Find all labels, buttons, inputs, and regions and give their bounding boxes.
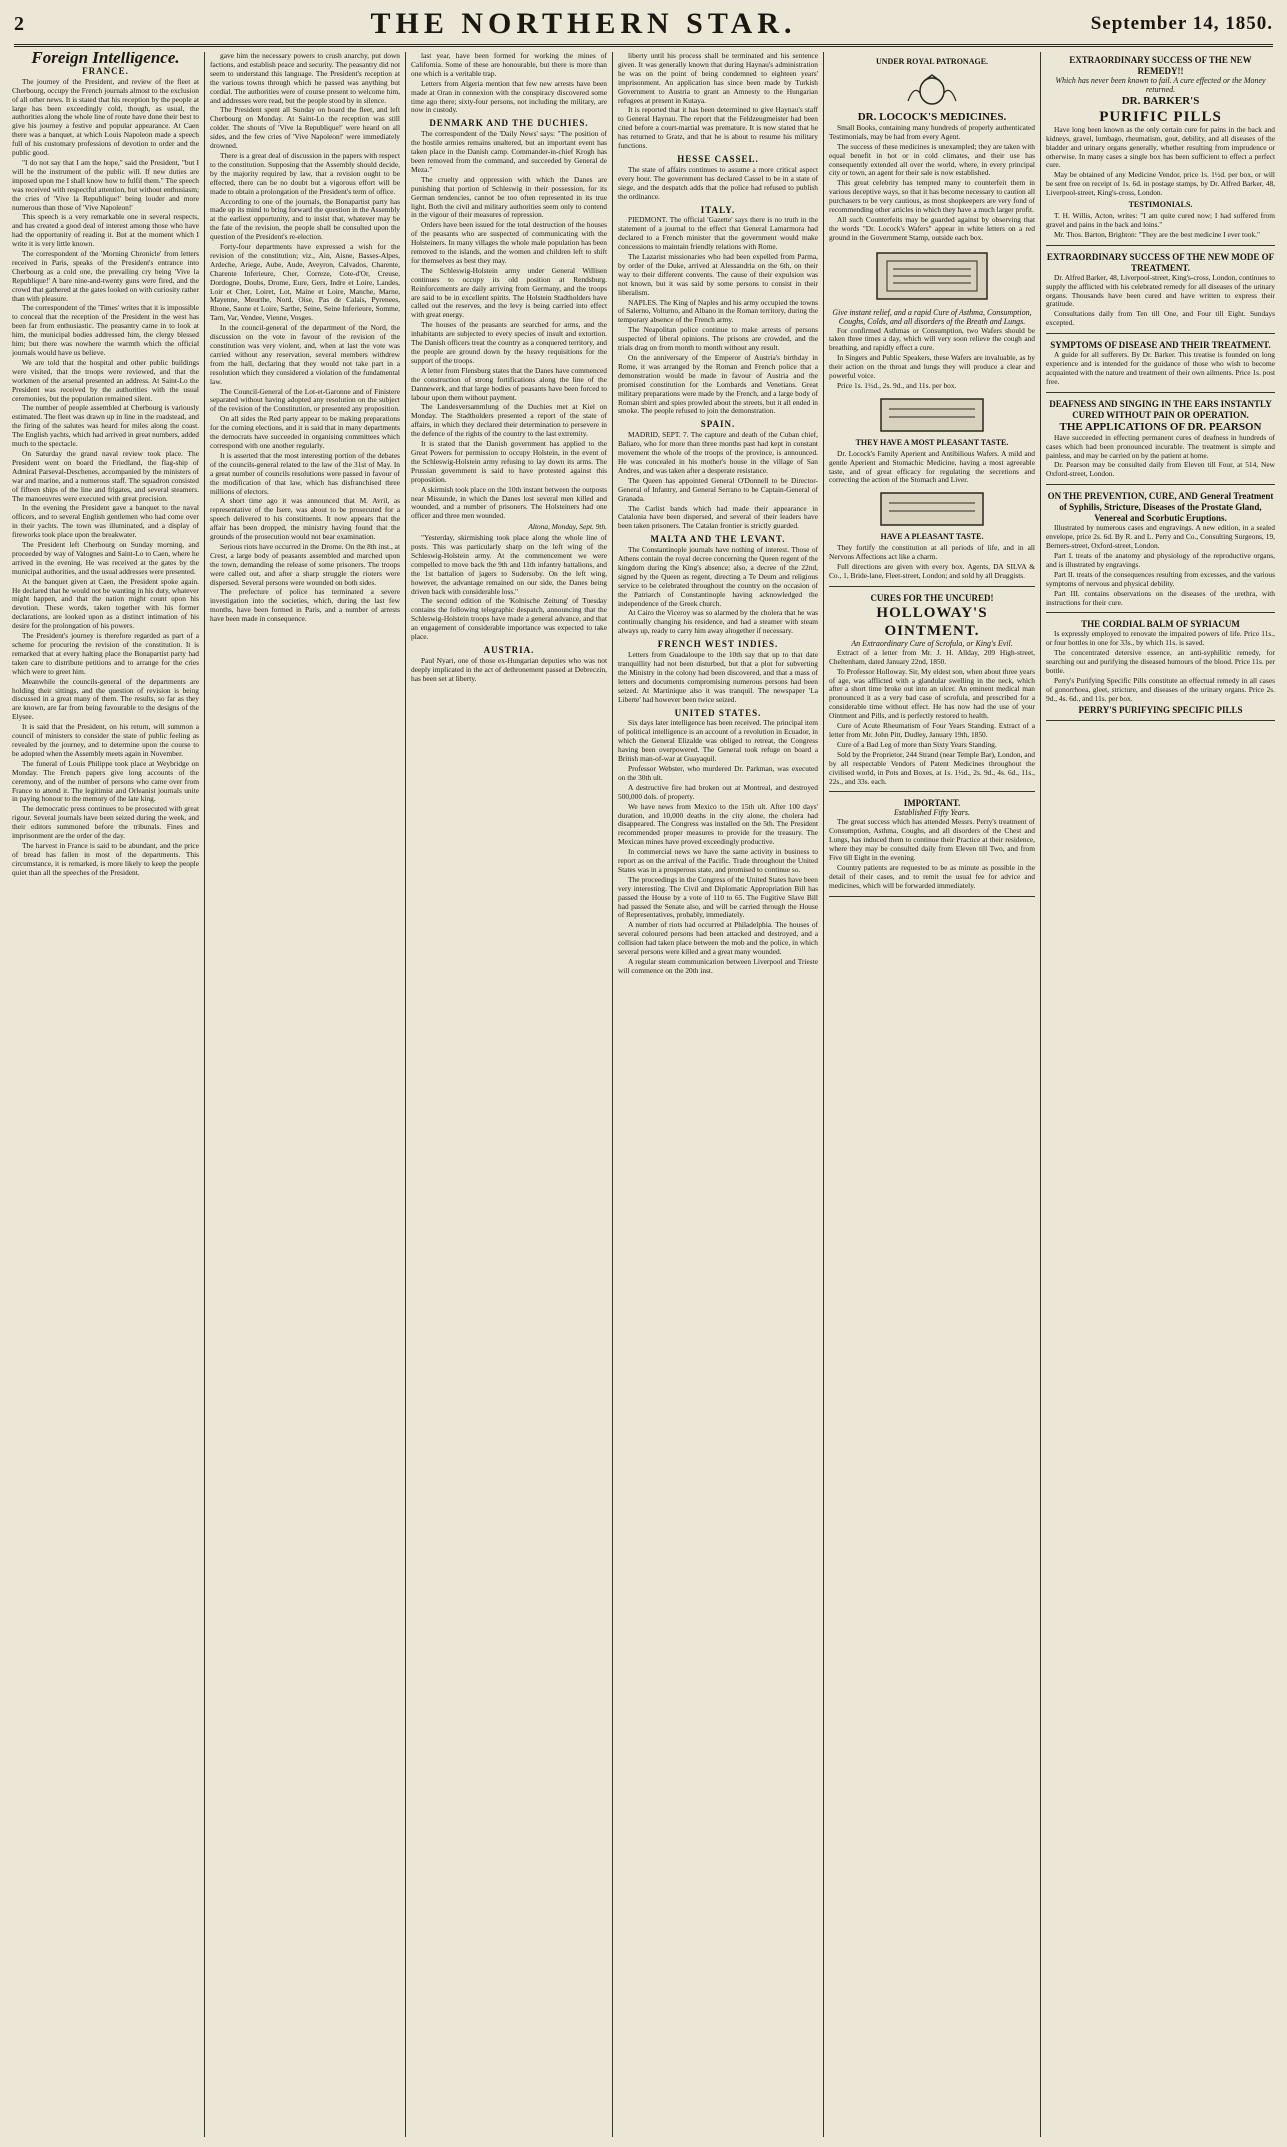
altona-dateline: Altona, Monday, Sept. 9th. [528, 522, 607, 532]
locock-advertisement [829, 52, 1035, 587]
barker-advertisement [1046, 52, 1275, 246]
italy-article [618, 216, 818, 416]
deafness-headline: DEAFNESS AND SINGING IN THE EARS INSTANTLY CURED WITHOUT PAIN OR OPERATION. [1049, 398, 1272, 420]
barker-headline: EXTRAORDINARY SUCCESS OF THE NEW REMEDY!! [1069, 55, 1252, 76]
paragraph: Paul Nyari, one of those ex-Hungarian deputies who was not deeply implicated in the act of dethronement passed at Debreczin, has been set at liberty. [411, 655, 607, 683]
heading-denmark: DENMARK AND THE DUCHIES. [429, 118, 589, 129]
column-6-advertisements [1046, 52, 1275, 2137]
paragraph: The prefecture of police has terminated a severe investigation into the societies, which, during the last few months, have been formed in Paris, and a number of arrests have been made in consequence. [210, 587, 400, 624]
paragraph: A regular steam communication between Liverpool and Trieste will commence on the 20th inst. [618, 957, 818, 975]
paragraph: Dr. Alfred Barker, 48, Liverpool-street, King's-cross, London, continues to supply the afflicted with his celebrated remedy for all diseases of the urinary organs. Thousands have been cured and have written to express their gratitude. [1046, 272, 1275, 309]
page-number: 2 [14, 12, 24, 35]
paragraph: The number of people assembled at Cherbourg is variously estimated. The fleet was drawn up in line in the roadstead, and the firing of the salutes was heard for miles along the coast. The English yachts, which had arrived in great numbers, added much to the spectacle. [12, 403, 199, 449]
column-divider [1040, 52, 1041, 2137]
paragraph: On all sides the Red party appear to be making preparations for the coming elections, and it is said that in many departments the democrats have succeeded in organising committees which correspond with one another regularly. [210, 414, 400, 450]
paragraph: T. H. Willis, Acton, writes: "I am quite cured now; I had suffered from gravel and pains in the back and loins." [1046, 210, 1275, 229]
paragraph: A skirmish took place on the 10th instant between the outposts near Missunde, in which the Danes lost several men killed and wounded, and a number of prisoners. The Holsteiners had one officer and three men wounded. [411, 484, 607, 521]
paragraph: The houses of the peasants are searched for arms, and the inhabitants are subjected to every species of insult and extortion. The Danish officers treat the country as a conquered territory, and the people are ground down by the heavy requisitions for the support of the troops. [411, 320, 607, 365]
paragraph: At Cairo the Viceroy was so alarmed by the cholera that he was continually changing his residence, and had a steamer with steam always up, ready to carry him away altogether if necessary. [618, 608, 818, 636]
paragraph: The President spent all Sunday on board the fleet, and left Cherbourg on Monday. At Saint-Lo the reception was still colder. The shouts of 'Vive la Republique!' were heard on all sides, and the few cries of 'Vive Napoleon!' were immediately drowned. [210, 105, 400, 151]
column-divider [405, 52, 406, 2137]
newspaper-title: THE NORTHERN STAR. [370, 7, 797, 40]
paragraph: Illustrated by numerous cases and engravings. A new edition, in a sealed envelope, price 2s. 6d. By R. and L. Perry and Co., Consulting Surgeons, 19, Berners-street, Oxford-street, London. [1046, 523, 1275, 551]
barker-text [1046, 126, 1275, 198]
paragraph: Dr. Locock's Family Aperient and Antibilious Wafers. A mild and gentle Aperient and Stomachic Medicine, having a most agreeable taste, and of great efficacy for regulating the secretions and correcting the action of the Stomach and Liver. [829, 448, 1035, 485]
locock-text-3 [829, 450, 1035, 486]
paragraph: All such Counterfeits may be guarded against by observing that the words "Dr. Locock's Wafers" appear in white letters on a red ground in the Government Stamp, outside each box. [829, 214, 1035, 242]
paragraph: Country patients are requested to be as minute as possible in the detail of their cases, and to remit the usual fee for advice and medicines, which will be forwarded immediately. [829, 862, 1035, 890]
holloway-text [829, 649, 1035, 787]
paragraph: Serious riots have occurred in the Drome. On the 8th inst., at Crest, a large body of peasants assembled and marched upon the town, demanding the release of some prisoners. The troops were called out, and after a sharp struggle the rioters were dispersed. Several persons were wounded on both sides. [210, 541, 400, 587]
established-label: Established Fifty Years. [894, 808, 970, 818]
paragraph: A destructive fire had broken out at Montreal, and destroyed 500,000 dols. of property. [618, 782, 818, 801]
column-4 [618, 52, 818, 2137]
paragraph: The correspondent of the 'Daily News' says: "The position of the hostile armies remains unaltered, but an important event has taken place in the Danish camp. Commander-in-chief Krogh has been removed from the command, and succeeded by General de Meza." [411, 129, 607, 174]
heading-hesse-cassel: HESSE CASSEL. [677, 153, 759, 164]
paragraph: The Council-General of the Lot-et-Garonne and of Finistere separated without having adopted any resolution on the subject of the revision of the Constitution, or presented any proposition. [210, 386, 400, 414]
paragraph: Six days later intelligence has been received. The principal item of political intelligence is an account of a revolution in Ecuador, in which the General Elizalde was obliged to retreat, the Congress having been overpowered. The General took refuge on board a British man-of-war at Guayaquil. [618, 718, 818, 764]
paragraph: The journey of the President, and review of the fleet at Cherbourg, occupy the French journals almost to the exclusion of all other news. It is stated that his reception by the people at large has been exceedingly cold, though, as usual, the authorities along the whole line of route have done their best to give his journey a festive and popular appearance. At Caen there was a banquet, at which Louis Napoleon made a speech full of his customary professions of devotion to order and the public good. [12, 76, 199, 158]
paragraph: Cure of a Bad Leg of more than Sixty Years Standing. [837, 739, 997, 749]
paragraph: Price 1s. 1½d., 2s. 9d., and 11s. per box. [837, 380, 957, 390]
section-title-foreign-intelligence: Foreign Intelligence. [31, 52, 180, 67]
paragraph: To Professor Holloway. Sir, My eldest son, when about three years of age, was afflicted with a glandular swelling in the neck, which after a short time broke out into an ulcer. An eminent medical man pronounced it as a very bad case of scrofula, and prescribed for a considerable time without effect. He has now had the use of your Ointment and Pills, and is perfectly restored to health. [829, 666, 1035, 721]
united-states-article [618, 719, 818, 975]
column-3 [411, 52, 607, 2137]
paragraph: Is expressly employed to renovate the impaired powers of life. Price 11s., or four bottles in one for 33s., by which 11s. is saved. [1046, 629, 1275, 648]
paragraph: Letters from Algeria mention that few new arrests have been made at Oran in connexion with the conspiracy discovered some time ago there; sixty-four persons, not including the military, are now in custody. [411, 78, 607, 115]
paragraph: The second edition of the 'Kolnische Zeitung' of Tuesday contains the following telegraphic despatch, announcing that the Schleswig-Holstein troops have made a general advance, and that an engagement of considerable importance was expected to take place. [411, 596, 607, 642]
deafness-text [1046, 434, 1275, 480]
paragraph: The Landesversammlung of the Duchies met at Kiel on Monday. The Stadtholders presented a report of the state of affairs, in which they declared their determination to persevere in the defence of the rights of the country to the last extremity. [411, 402, 607, 439]
paragraph: Meanwhile the councils-general of the departments are holding their sittings, and the question of revision is being discussed in a great many of them. The results, so far as they are known, are far from being favourable to the designs of the Elysee. [12, 676, 199, 722]
paragraph: PIEDMONT. The official 'Gazette' says there is no truth in the statement of a journal to the effect that General Lamarmora had declared to a French minister that the government would make concessions to maintain friendly relations with Rome. [618, 215, 818, 252]
perry-pills-headline: PERRY'S PURIFYING SPECIFIC PILLS [1078, 704, 1243, 715]
paragraph: last year, have been formed for working the mines of California. Some of these are honourable, but there is more than one which is a veritable trap. [411, 52, 607, 78]
paragraph: Part II. treats of the consequences resulting from excesses, and the various symptoms of nervous and physical debility. [1046, 569, 1275, 588]
barker-name: DR. BARKER'S [1121, 94, 1200, 107]
paragraph: A letter from Flensburg states that the Danes have commenced the construction of strong fortifications along the line of the Dannewerk, and that large bodies of peasants have been forced to labour upon them without payment. [411, 365, 607, 402]
paragraph: The great success which has attended Messrs. Perry's treatment of Consumption, Asthma, Coughs, and all disorders of the Chest and Lungs, has induced them to continue their Practice at their residence, where they may be consulted daily from Eleven till Two, and from Five till Eight in the evening. [829, 817, 1035, 862]
paragraph: "I do not say that I am the hope," said the President, "but I will be the instrument of the public will. If new duties are imposed upon me I shall know how to fulfil them." The speech was received with respectful attention, but without enthusiasm; the cries of 'Vive la Republique!' being louder and more numerous than those of 'Vive Napoleon!' [12, 157, 199, 212]
paragraph: On Saturday the grand naval review took place. The President went on board the Friedland, the flag-ship of Admiral Parseval-Deschenes, accompanied by the ministers of war and marine, and a numerous staff. The squadron consisted of fifteen ships of the line and frigates, and several steamers. The manoeuvres were executed with great precision. [12, 448, 199, 503]
barker-treatment-text [1046, 274, 1275, 328]
paragraph: The Constantinople journals have nothing of interest. Those of Athens contain the royal decree concerning the Queen regent of the kingdom during the King's absence; also, a decree of the 22nd, signed by the Queen as regent, directing a Te Deum and religious service to be celebrated throughout the country on the occasion of the Patriarch of Constantinople having acknowledged the independence of the Greek church. [618, 545, 818, 608]
france-article-continued [210, 52, 400, 624]
paragraph: The concentrated detersive essence, an anti-syphilitic remedy, for searching out and purifying the diseased humours of the blood. Price 11s. per bottle. [1046, 648, 1275, 676]
paragraph: We have news from Mexico to the 15th ult. After 100 days' duration, and 10,000 deaths in the city alone, the cholera had disappeared. The Congress was installed on the 5th. The President recommended proper measures to provide for the treasury. The Mexican mines have proved exceedingly productive. [618, 801, 818, 847]
column-2 [210, 52, 400, 2137]
paragraph: A guide for all sufferers. By Dr. Barker. This treatise is founded on long experience and is intended for the guidance of those who wish to become acquainted with the nature and treatment of their own ailments. Price 1s. post free. [1046, 350, 1275, 386]
wafer-box-illustration-icon [867, 395, 997, 435]
paragraph: Part I. treats of the anatomy and physiology of the reproductive organs, and is illustrated by engravings. [1046, 551, 1275, 569]
paragraph: Have long been known as the only certain cure for pains in the back and kidneys, gravel, lumbago, rheumatism, gout, debility, and all diseases of the bladder and urinary organs generally, whether resulting from imprudence or otherwise. In many cases a single box has been sufficient to effect a perfect cure. [1046, 124, 1275, 170]
austria-article-continued [618, 52, 818, 151]
prevention-headline: ON THE PREVENTION, CURE, AND General Treatment of Syphilis, Stricture, Diseases of the Prostate Gland, Venereal and Scorbutic Eruptions. [1047, 491, 1274, 524]
masthead [14, 4, 1273, 47]
paragraph: The harvest in France is said to be abundant, and the price of bread has fallen in most of the departments. This circumstance, it is remarked, is more likely to keep the people quiet than all the speeches of the President. [12, 840, 199, 877]
barker-treatment-advertisement [1046, 249, 1275, 334]
paragraph: The Neapolitan police continue to make arrests of persons suspected of liberal opinions. The prisons are crowded, and the trials drag on from month to month without any result. [618, 325, 818, 353]
locock-caption-1: Give instant relief, and a rapid Cure of Asthma, Consumption, Coughs, Colds, and all disorders of the Breath and Lungs. [832, 307, 1032, 326]
holloway-name: HOLLOWAY'S OINTMENT. [876, 604, 988, 639]
paragraph: It is stated that the Danish government has applied to the Great Powers for permission to occupy Holstein, in the event of the Schleswig-Holstein army refusing to lay down its arms. The Prussian government is said to have protested against this proposition. [411, 439, 607, 484]
altona-letter [411, 534, 607, 642]
paragraph: Consultations daily from Ten till One, and Four till Eight. Sundays excepted. [1046, 309, 1275, 328]
royal-arms-icon [902, 71, 962, 107]
paragraph: The Carlist bands which had made their appearance in Catalonia have been dispersed, and several of their leaders have been taken prisoners. The Catalan frontier is strictly guarded. [618, 503, 818, 531]
locock-text-2 [829, 327, 1035, 391]
heading-italy: ITALY. [700, 204, 736, 215]
paragraph: Orders have been issued for the total destruction of the houses of the peasants who are suspected of communicating with the Holsteiners. In many villages the whole male population has been removed to the islands, and the women and children left to shift for themselves as best they may. [411, 220, 607, 265]
locock-caption-3: HAVE A PLEASANT TASTE. [880, 532, 984, 542]
paragraph: Forty-four departments have expressed a wish for the revision of the constitution; viz., Ain, Aisne, Basses-Alpes, Ardeche, Ariege, Aube, Aude, Aveyron, Calvados, Charente, Charente Inferieure, Cher, Correze, Cote-d'Or, Creuse, Dordogne, Doubs, Drome, Eure, Gers, Indre et Loire, Landes, Loir et Cher, Loiret, Lot, Maine et Loire, Manche, Marne, Mayenne, Meurthe, Nord, Oise, Pas de Calais, Pyrenees, Rhone, Saone et Loire, Sarthe, Seine, Seine Inferieure, Somme, Tarn, Var, Vendee, Vienne, Vosges. [210, 242, 400, 323]
royal-patronage-label: UNDER ROYAL PATRONAGE. [875, 57, 989, 66]
paragraph: We are told that the hospital and other public buildings were visited, that the troops were reviewed, and that the workmen of the arsenal presented an address. At Saint-Lo the President was received by the authorities with the usual ceremonies, but the population remained silent. [12, 357, 199, 403]
heading-spain: SPAIN. [700, 419, 736, 430]
symptoms-text [1046, 351, 1275, 387]
cordial-balm-headline: THE CORDIAL BALM OF SYRIACUM [1081, 619, 1240, 630]
paragraph: The Queen has appointed General O'Donnell to be Director-General of Infantry, and General Serrano to be Captain-General of Granada. [618, 475, 818, 503]
holloway-headline: CURES FOR THE UNCURED! [870, 592, 994, 603]
paragraph: Perry's Purifying Specific Pills constitute an effectual remedy in all cases of gonorrhoea, gleet, stricture, and diseases of the urinary organs. Price 2s. 9d., 4s. 6d., and 11s. per box. [1046, 675, 1275, 703]
perry-text [829, 818, 1035, 890]
paragraph: In Singers and Public Speakers, these Wafers are invaluable, as by their action on the throat and lungs they will produce a clear and powerful voice. [829, 353, 1035, 381]
barker-title: PURIFIC PILLS [1099, 108, 1222, 125]
paragraph: The correspondent of the 'Morning Chronicle' from letters received in Paris, speaks of the President's entrance into Cherbourg as a cold one, the prevailing cry being 'Vive la Republique!' A bare nine-and-twenty guns were fired, and the crowd that gathered at the gates looked on with curiosity rather than with pleasure. [12, 249, 199, 303]
paragraph: The President's journey is therefore regarded as part of a scheme for procuring the revision of the constitution. It is remarked that at every halting place the Bonapartist party had taken care to distribute petitions and to arrange for the cries which were to greet him. [12, 631, 199, 676]
paragraph: There is a great deal of discussion in the papers with respect to the constitution. Supposing that the Assembly should decide, by the majority required by law, that a revision ought to be effected, there can be no doubt but a vigorous effort will be made to obtain a prolongation of the President's term of office. [210, 150, 400, 196]
cordial-balm-advertisement [1046, 616, 1275, 720]
symptoms-advertisement [1046, 337, 1275, 393]
issue-date: September 14, 1850. [1090, 13, 1273, 34]
paragraph: The success of these medicines is unexampled; they are taken with equal benefit in hot or in cold climates, and their use has consequently extended all over the world, where, in every principal city or town, an agent for their sale is now established. [829, 141, 1035, 178]
paragraph: It is reported that it has been determined to give Haynau's staff to General Haynau. The report that the Feldzeugmeister had been cited before a court-martial was premature. It is now stated that he has returned to Gratz, and that he is about to resume his military functions. [618, 105, 818, 151]
west-indies-article [618, 651, 818, 704]
barker-subhead: Which has never been known to fail. A cure effected or the Money returned. [1055, 76, 1266, 94]
paragraph: Part III. contains observations on the diseases of the urethra, with instructions for their cure. [1046, 588, 1275, 607]
paragraph: It is said that the President, on his return, will summon a council of ministers to consider the state of public feeling as revealed by the journey, and to determine upon the course to be adopted when the Assembly meets again in November. [12, 722, 199, 758]
prevention-text [1046, 524, 1275, 607]
paragraph: The Lazarist missionaries who had been expelled from Parma, by order of the Duke, arrived at Alessandria on the 6th, on their way to their different convents. The cause of their expulsion was not known, but it was said by some persons to consist in their liberalism. [618, 252, 818, 297]
paragraph: The proceedings in the Congress of the United States have been very interesting. The Civil and Diplomatic Appropriation Bill has passed the House by a vote of 110 to 65. The Fugitive Slave Bill had passed the Senate also, and will be carried through the House of Representatives, probably, immediately. [618, 874, 818, 920]
paragraph: Extract of a letter from Mr. J. H. Allday, 209 High-street, Cheltenham, dated January 22nd, 1850. [829, 647, 1035, 666]
locock-title: DR. LOCOCK'S MEDICINES. [857, 110, 1007, 123]
paragraph: In commercial news we have the same activity in business to report as on the arrival of the Pacific. Trade throughout the United States was in a prosperous state, and promised to continue so. [618, 847, 818, 874]
paragraph: The democratic press continues to be prosecuted with great rigour. Several journals have been seized during the week, and their editors summoned before the tribunals. Fines and imprisonment are the order of the day. [12, 804, 199, 841]
locock-text [829, 124, 1035, 243]
paragraph: The Schleswig-Holstein army under General Willisen continues to occupy its old position at Rendsburg. Reinforcements are daily arriving from Germany, and the troops are said to be in excellent spirits. The Holstein Stadtholders have called out the reserves, and the levy is being carried into effect with great energy. [411, 265, 607, 320]
california-article [411, 52, 607, 115]
paragraph: NAPLES. The King of Naples and his army occupied the towns of Salerno, Volturno, and Albano in the Roman territory, during the temporary absence of the French army. [618, 297, 818, 325]
paragraph: The correspondent of the 'Times' writes that it is impossible to conceal that the reception of the President in the west has been far from enthusiastic. The peasantry came in to look at him, the municipal bodies addressed him, the clergy blessed him; but there was nowhere the warmth which the official journals would have us believe. [12, 303, 199, 357]
heading-french-west-indies: FRENCH WEST INDIES. [657, 639, 779, 650]
pearson-title: THE APPLICATIONS OF DR. PEARSON [1059, 420, 1262, 433]
austria-article [411, 657, 607, 684]
locock-text-4 [829, 544, 1035, 581]
paragraph: This great celebrity has tempted many to counterfeit them in various deceptive ways, so that it has become necessary to caution all purchasers to be very cautious, as most shopkeepers are very fond of recommending other articles in which they have a much larger profit. [829, 178, 1035, 215]
paragraph: Full directions are given with every box. Agents, DA SILVA & Co., 1, Bride-lane, Fleet-street, London; and sold by all Druggists. [829, 562, 1035, 580]
spain-article [618, 431, 818, 531]
denmark-article [411, 130, 607, 521]
heading-austria: AUSTRIA. [483, 645, 535, 655]
paragraph: Sold by the Proprietor, 244 Strand (near Temple Bar), London, and by all respectable Vendors of Patent Medicines throughout the civilised world, in Pots and Boxes, at 1s. 1½d., 2s. 9d., 4s. 6d., 11s., 22s., and 33s. each. [829, 749, 1035, 786]
paragraph: The President left Cherbourg on Sunday morning, and proceeded by way of Valognes and Saint-Lo to Caen, where he arrived in the evening. He was received at the gates by the municipal authorities, and the usual addresses were presented. [12, 540, 199, 576]
medicine-box-illustration-icon [867, 247, 997, 305]
paragraph: They fortify the constitution at all periods of life, and in all Nervous Affections act like a charm. [829, 543, 1035, 562]
paragraph: It is asserted that the most interesting portion of the debates of the councils-general related to the law of the 31st of May. In a great number of councils resolutions were passed in favour of the modification of that law, which has disfranchised three millions of electors. [210, 450, 400, 496]
paragraph: A short time ago it was announced that M. Avril, as representative of the Isere, was about to be prosecuted for a speech delivered to his constituents. It now appears that the affair has been dropped, the ministry having found that the grounds of the prosecution would not bear examination. [210, 496, 400, 542]
column-1 [12, 52, 199, 2137]
perry-important-advertisement [829, 795, 1035, 896]
paragraph: liberty until his process shall be terminated and his sentence given. It was generally known that during Haynau's administration he was on the point of being condemned to eighteen years' imprisonment. An application has since been made by Turkish Government to Austria to grant an Amnesty to the Hungarian refugees at present in Kutaya. [618, 52, 818, 105]
france-article [12, 78, 199, 878]
paragraph: Mr. Thos. Barton, Brighton: "They are the best medicine I ever took." [1054, 229, 1261, 239]
malta-article [618, 546, 818, 636]
paragraph: Dr. Pearson may be consulted daily from Eleven till Four, at 514, New Oxford-street, London. [1046, 460, 1275, 479]
paragraph: Letters from Guadaloupe to the 10th say that up to that date tranquillity had not been disturbed, but that a plot for subverting the Ministry in the colony had been discovered, and that a mass of letters and documents compromising numerous persons had been seized. At Martinique also it was tranquil. The newspaper 'La Liberte' had however been twice seized. [618, 650, 818, 704]
paragraph: Small Books, containing many hundreds of properly authenticated Testimonials, may be had from every Agent. [829, 122, 1035, 141]
aperient-box-illustration-icon [867, 489, 997, 529]
paragraph: The cruelty and oppression with which the Danes are punishing that portion of Schleswig in their possession, for its German tendencies, cannot be too often represented in its true light. Both the civil and military authorities seem only to contend in the vigour of their measures of repression. [411, 174, 607, 220]
prevention-advertisement [1046, 488, 1275, 613]
paragraph: The state of affairs continues to assume a more critical aspect every hour. The government has declared Cassel to be in a state of siege, and the despatch adds that the police had refused to publish the ordinance. [618, 164, 818, 201]
holloway-advertisement [829, 590, 1035, 793]
paragraph: Professor Webster, who murdered Dr. Parkman, was executed on the 30th ult. [618, 763, 818, 782]
barker-treatment-headline: EXTRAORDINARY SUCCESS OF THE NEW MODE OF TREATMENT. [1046, 251, 1275, 273]
heading-france: FRANCE. [82, 65, 129, 76]
paragraph: gave him the necessary powers to crush anarchy, put down factions, and establish peace and security. The peasantry did not seem to understand this language. The President's reception at the various towns through which he passed was anything but cordial. The authorities were of course present to welcome him, and addresses were read, but the people stood by in silence. [210, 52, 400, 105]
paragraph: A number of riots had occurred at Philadelphia. The houses of several coloured persons had been attacked and destroyed, and a collision had taken place between the mob and the police, in which several persons were killed and a great many wounded. [618, 920, 818, 957]
testimonials-label: TESTIMONIALS. [1128, 200, 1193, 210]
holloway-subhead: An Extraordinary Cure of Scrofula, or King's Evil. [851, 638, 1013, 648]
locock-caption-2: THEY HAVE A MOST PLEASANT TASTE. [855, 437, 1009, 447]
hesse-article [618, 166, 818, 202]
cordial-balm-text [1046, 630, 1275, 703]
important-label: IMPORTANT. [903, 798, 961, 809]
paragraph: At the banquet given at Caen, the President spoke again. He declared that he would not be wanting in his duty, whatever might happen, and that the nation might count upon his devotion. These words, taken together with his former declarations, are looked upon as a distinct intimation of his desire for the prolongation of his powers. [12, 576, 199, 631]
column-divider [823, 52, 824, 2137]
paragraph: The funeral of Louis Philippe took place at Weybridge on Monday. The French papers give long accounts of the ceremony, and of the number of persons who came over from France to attend it. The legitimist and Orleanist journals unite in paying honour to the memory of the late king. [12, 758, 199, 804]
column-divider [612, 52, 613, 2137]
column-5-advertisements [829, 52, 1035, 2137]
deafness-advertisement [1046, 396, 1275, 486]
heading-malta: MALTA AND THE LEVANT. [650, 534, 786, 545]
barker-testimonials [1046, 212, 1275, 240]
paragraph: On the anniversary of the Emperor of Austria's birthday in Rome, it was arranged by the Roman and French police that a demonstration would be made in favour of Austria and the promised constitution for the Lombards and Venetians. Great military preparations were made by the French, and a large body of Roman sbirri and spies prowled about the streets, but it all ended in smoke. The people refused to join the demonstration. [618, 353, 818, 416]
paragraph: Have succeeded in effecting permanent cures of deafness in hundreds of cases which had been pronounced incurable. The treatment is simple and painless, and may be carried on by the patient at home. [1046, 432, 1275, 460]
paragraph: In the evening the President gave a banquet to the naval officers, and to several English gentlemen who had come over in their yachts. The town was illuminated, and a display of fireworks took place upon the breakwater. [12, 503, 199, 540]
column-divider [204, 52, 205, 2137]
paragraph: For confirmed Asthmas or Consumption, two Wafers should be taken three times a day, which will very soon relieve the cough and breathing, and rapidly effect a cure. [829, 325, 1035, 353]
paragraph: According to one of the journals, the Bonapartist party has made up its mind to bring forward the question in the Assembly at the earliest opportunity, and to insist that, whatever may be the fate of the revision, the people shall be consulted upon the question of the President's re-election. [210, 196, 400, 242]
paragraph: "Yesterday, skirmishing took place along the whole line of posts. This was particularly sharp on the left wing of the Schleswig-Holstein army. At the commencement we were compelled to move back the 9th and 11th infantry battalions, and the 1st battalion of jagers to Sudersoby. On the left wing, however, the advantage remained on our side, the Danes being driven back with considerable loss." [411, 533, 607, 596]
paragraph: Cure of Acute Rheumatism of Four Years Standing. Extract of a letter from Mr. John Pitt, Dudley, January 19th, 1850. [829, 721, 1035, 739]
symptoms-headline: SYMPTOMS OF DISEASE AND THEIR TREATMENT. [1050, 340, 1271, 351]
paragraph: In the council-general of the department of the Nord, the discussion on the vote in favour of the revision of the constitution was very violent, and, when at last the vote was carried without any reservation, several members withdrew from the hall, declaring that they would not take part in a resolution which they considered a violation of the fundamental law. [210, 323, 400, 386]
paragraph: This speech is a very remarkable one in several respects, and has created a good deal of interest among those who have had the opportunity of reading it. But at the moment which I write it is very little known. [12, 212, 199, 249]
heading-united-states: UNITED STATES. [674, 707, 762, 718]
paragraph: May be obtained of any Medicine Vendor, price 1s. 1½d. per box, or will be sent free on receipt of 1s. 6d. in postage stamps, by Dr. Alfred Barker, 48, Liverpool-street, King's-cross, London. [1046, 170, 1275, 198]
paragraph: MADRID, SEPT. 7. The capture and death of the Cuban chief, Baliaro, who for more than three months past had kept in constant movement the whole of the troops of the province, is announced. He was concealed in his mother's house in the village of San Andres, and was taken after a desperate resistance. [618, 430, 818, 475]
